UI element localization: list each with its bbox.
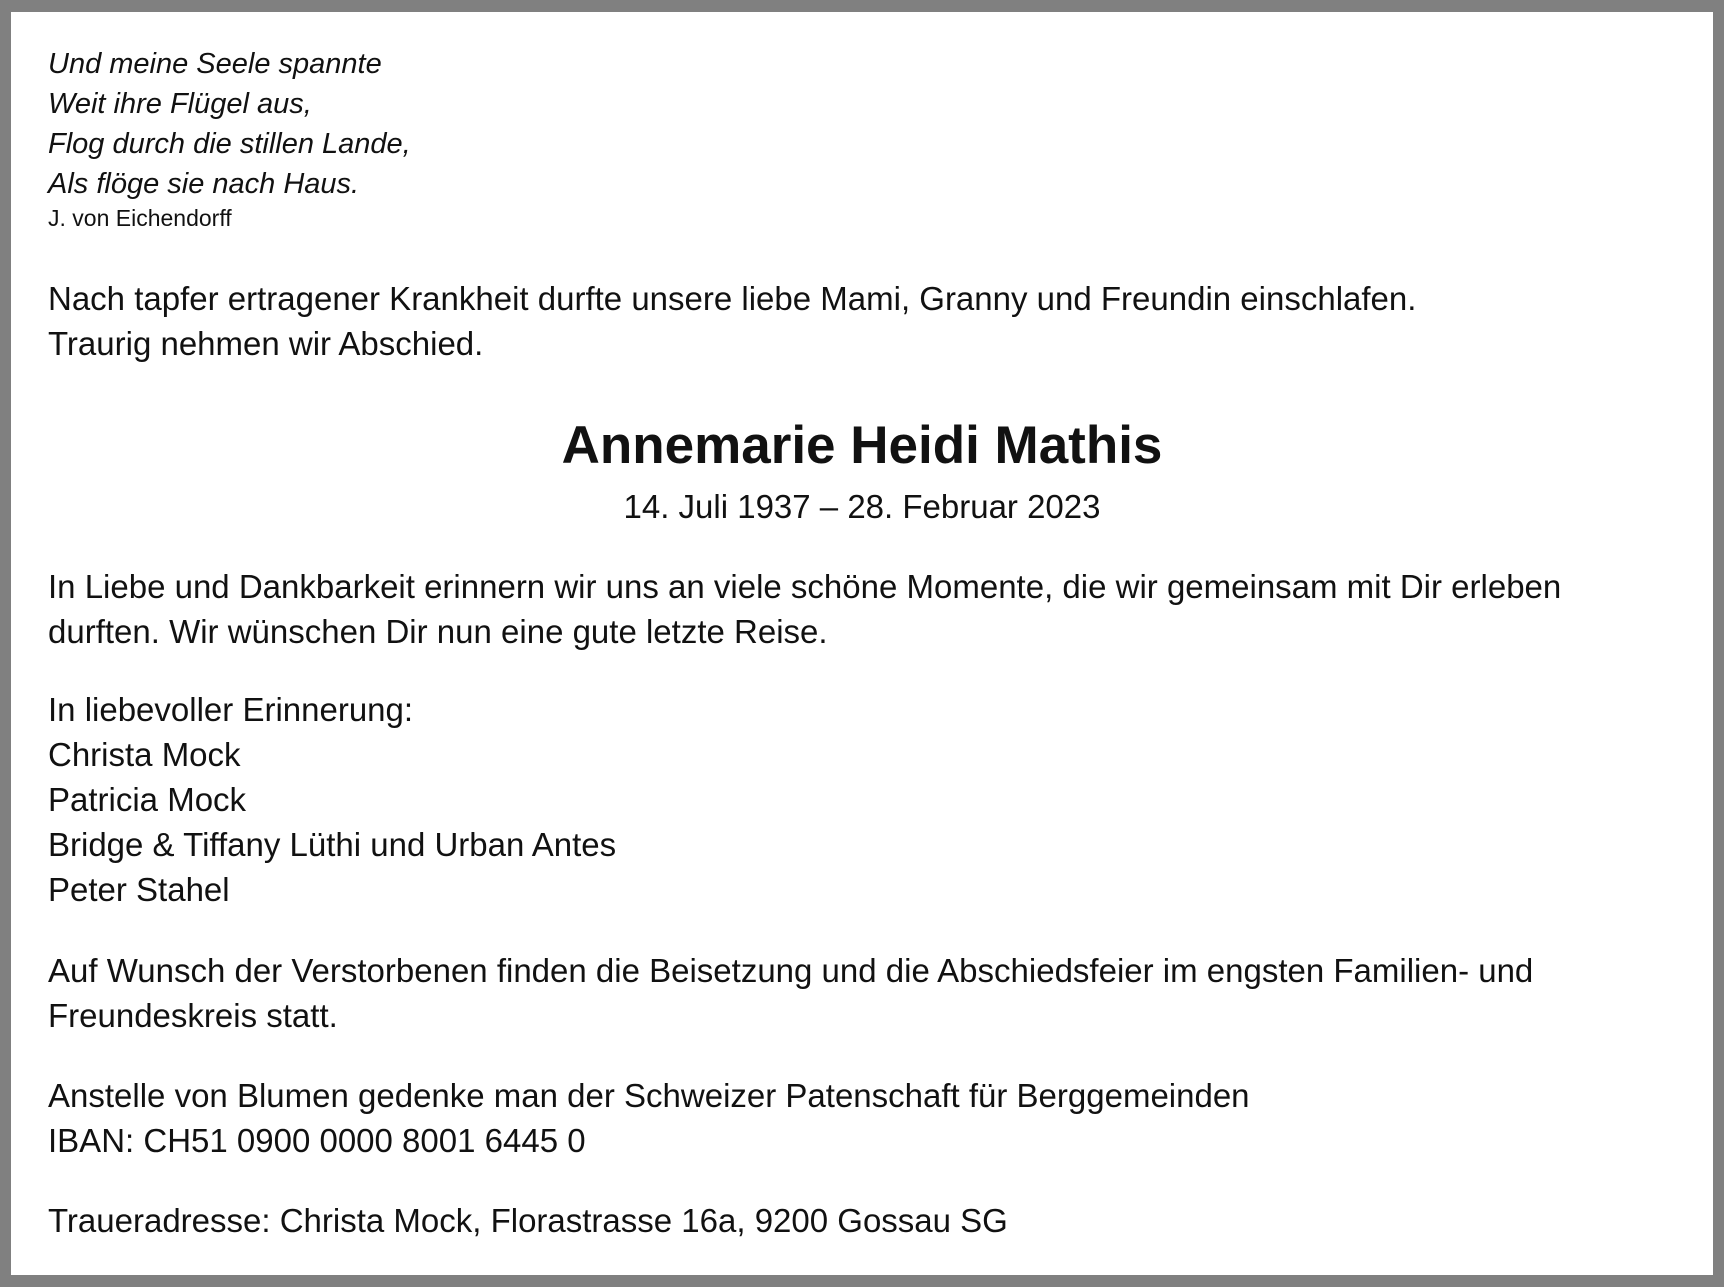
mourner-name: Christa Mock [48,736,241,773]
ceremony-line: Freundeskreis statt. [48,997,338,1034]
memories-paragraph [48,564,1676,654]
address-line: Traueradresse: Christa Mock, Florastrasse 16a, 9200 Gossau SG [48,1202,1008,1239]
mourner-name: Patricia Mock [48,781,247,818]
notice-content [48,44,1676,1243]
life-dates: 14. Juli 1937 – 28. Februar 2023 [623,488,1101,525]
intro-paragraph [48,276,1676,366]
mourner-name: Bridge & Tiffany Lüthi und Urban Antes [48,826,617,863]
deceased-name: Annemarie Heidi Mathis [561,416,1163,475]
memories-line: durften. Wir wünschen Dir nun eine gute letzte Reise. [48,613,828,650]
ceremony-line: Auf Wunsch der Verstorbenen finden die Beisetzung und die Abschiedsfeier im engsten Familien- und [48,952,1534,989]
intro-line: Nach tapfer ertragener Krankheit durfte unsere liebe Mami, Granny und Freundin einschlafen. [48,280,1417,317]
mourners-list [48,687,1676,912]
intro-line: Traurig nehmen wir Abschied. [48,325,484,362]
mourners-heading: In liebevoller Erinnerung: [48,691,414,728]
poem-author: J. von Eichendorff [48,205,232,231]
iban: IBAN: CH51 0900 0000 8001 6445 0 [48,1122,586,1159]
obituary-notice [11,12,1713,1275]
poem-line: Als flöge sie nach Haus. [48,168,360,200]
donation-line: Anstelle von Blumen gedenke man der Schweizer Patenschaft für Berggemeinden [48,1077,1250,1114]
poem-line: Weit ihre Flügel aus, [48,88,312,120]
poem-quote [48,44,1676,234]
poem-line: Flog durch die stillen Lande, [48,128,411,160]
poem-line: Und meine Seele spannte [48,48,382,80]
memories-line: In Liebe und Dankbarkeit erinnern wir uns an viele schöne Momente, die wir gemeinsam mit Dir erleben [48,568,1562,605]
mourning-address [48,1198,1676,1243]
mourner-name: Peter Stahel [48,871,230,908]
donation-paragraph [48,1073,1676,1163]
ceremony-paragraph [48,948,1676,1038]
